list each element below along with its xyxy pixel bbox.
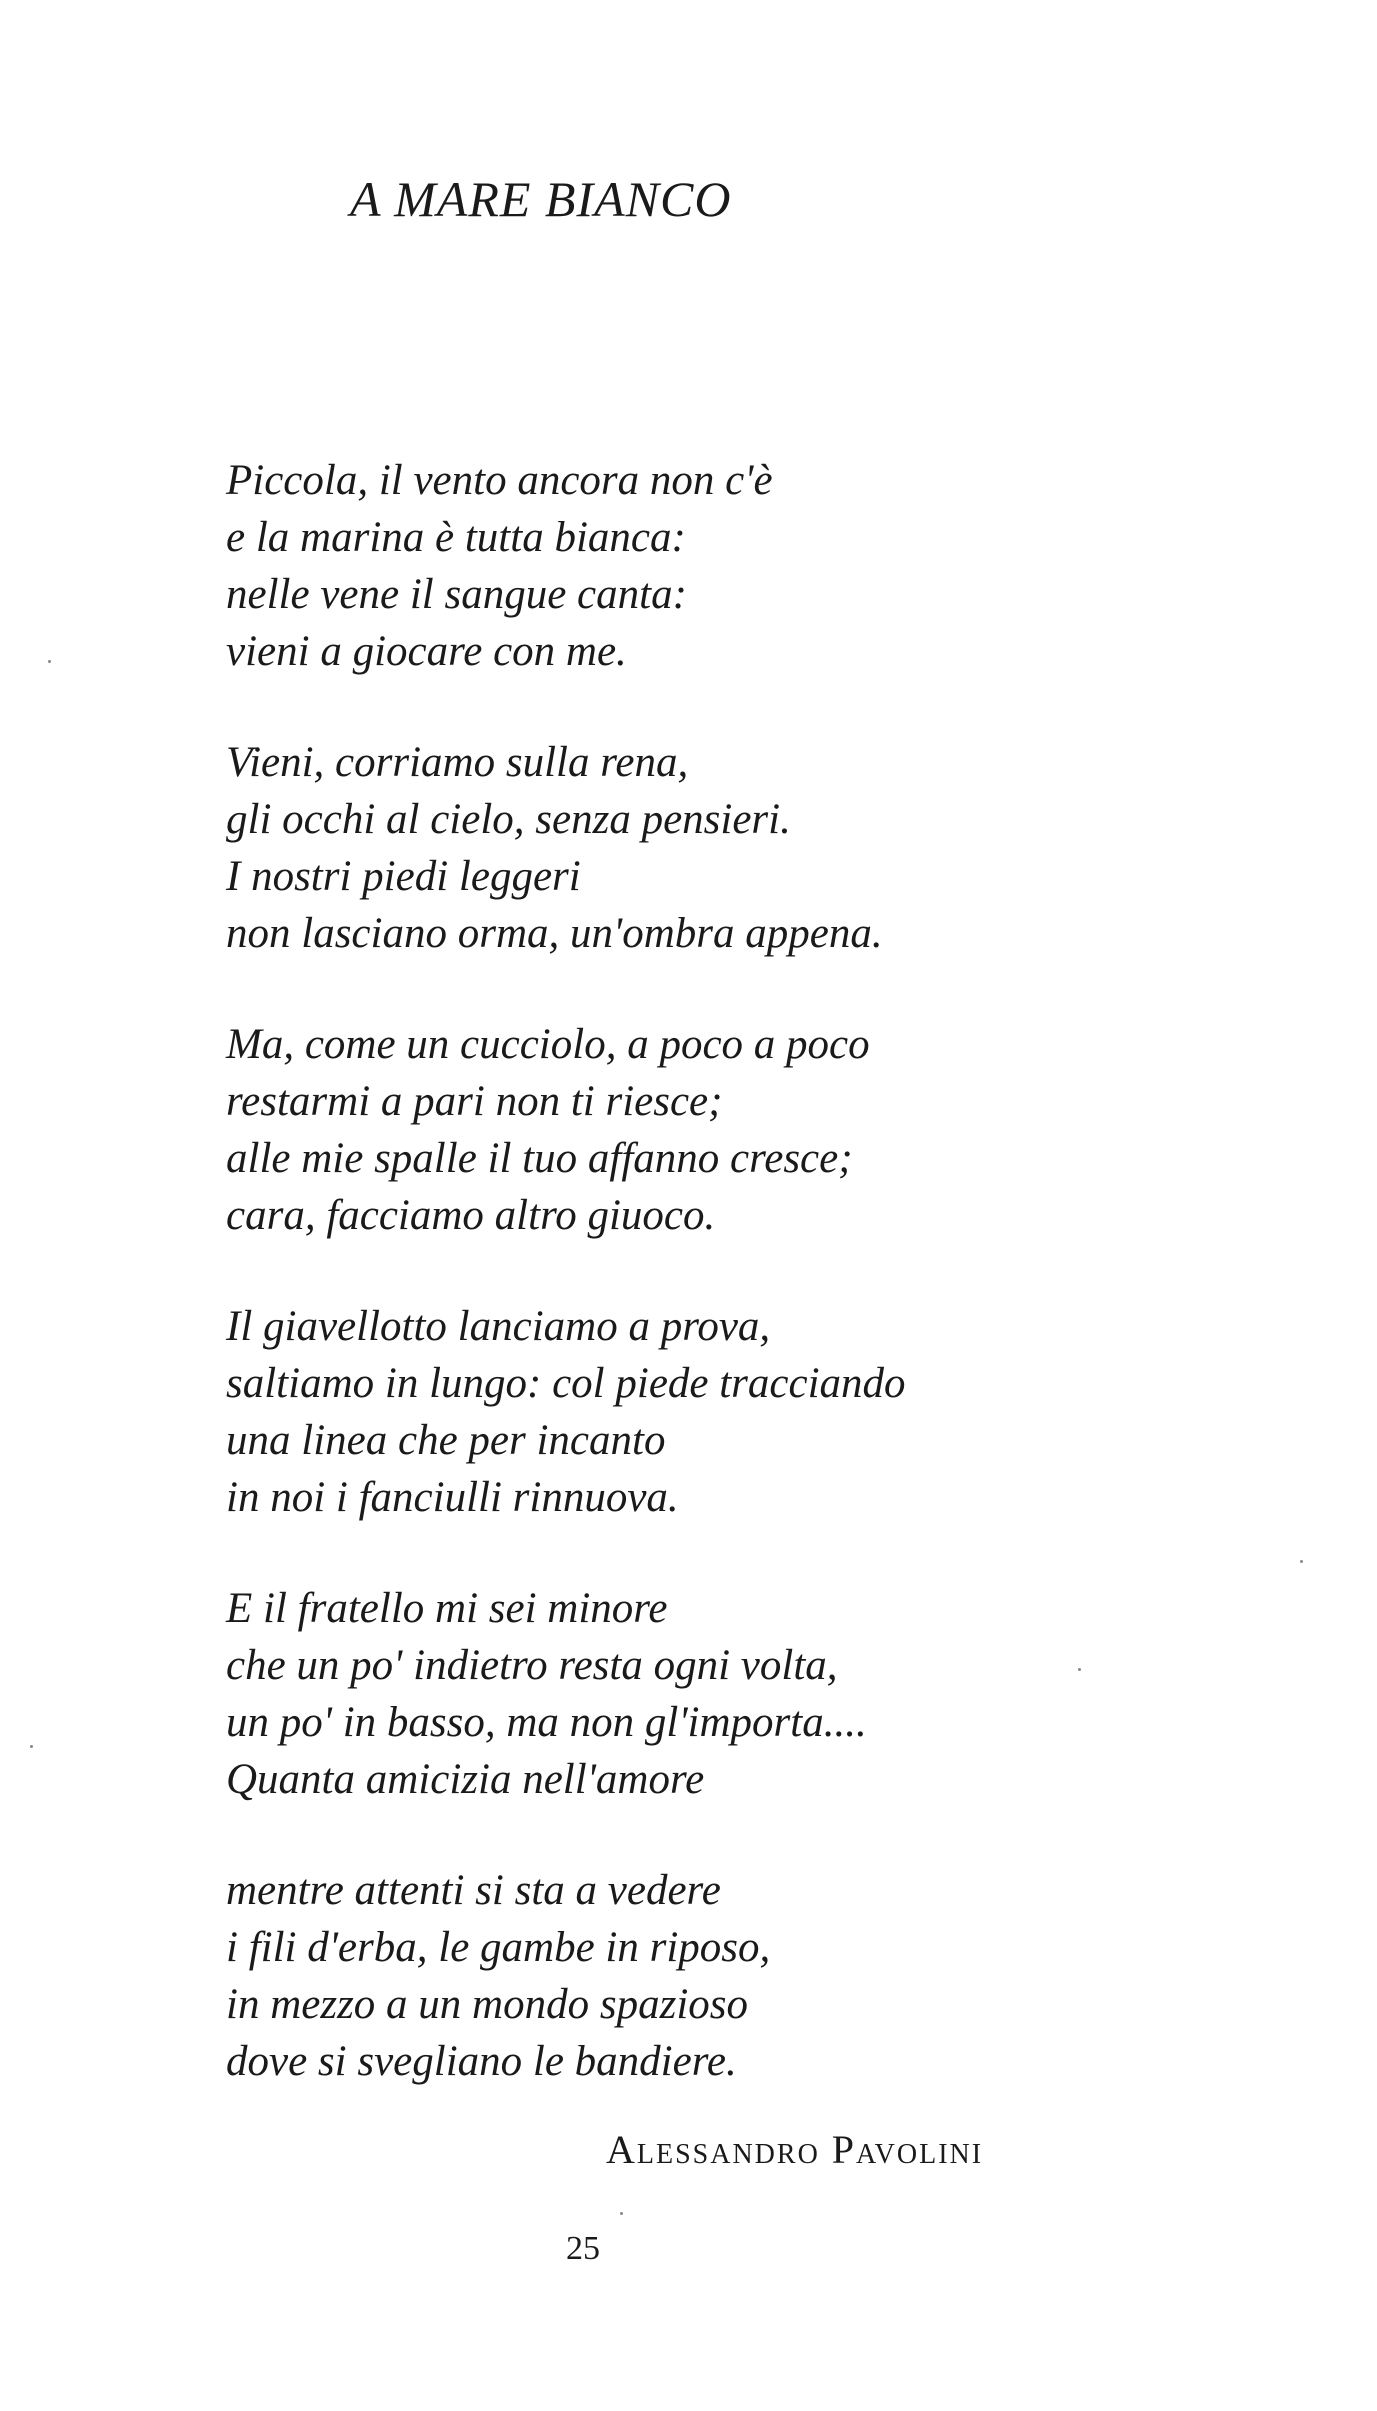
poem-line: nelle vene il sangue canta: [226,571,687,618]
stanza [226,1298,1226,1526]
poem-line: saltiamo in lungo: col piede tracciando [226,1360,906,1407]
poem-line: cara, facciamo altro giuoco. [226,1192,716,1239]
poem-line: alle mie spalle il tuo affanno cresce; [226,1135,853,1182]
poem-line: una linea che per incanto [226,1417,666,1464]
author-signature: Alessandro Pavolini [606,2127,984,2172]
poem-body [226,452,1226,2144]
poem-line: I nostri piedi leggeri [226,853,581,900]
poem-line: dove si svegliano le bandiere. [226,2038,737,2085]
scan-speck [620,2212,623,2215]
poem-line: Vieni, corriamo sulla rena, [226,739,689,786]
scan-speck [48,660,51,663]
stanza [226,734,1226,962]
poem-line: Il giavellotto lanciamo a prova, [226,1303,771,1350]
poem-line: mentre attenti si sta a vedere [226,1867,721,1914]
page-number: 25 [566,2230,600,2267]
stanza [226,1580,1226,1808]
scan-speck [1300,1560,1303,1563]
poem-line: E il fratello mi sei minore [226,1585,668,1632]
poem-line: vieni a giocare con me. [226,628,627,675]
poem-line: restarmi a pari non ti riesce; [226,1078,723,1125]
poem-line: in mezzo a un mondo spazioso [226,1981,749,2028]
stanza [226,1016,1226,1244]
poem-line: Quanta amicizia nell'amore [226,1756,705,1803]
poem-line: in noi i fanciulli rinnuova. [226,1474,679,1521]
poem-line: e la marina è tutta bianca: [226,514,686,561]
poem-line: non lasciano orma, un'ombra appena. [226,910,883,957]
poem-line: gli occhi al cielo, senza pensieri. [226,796,791,843]
poem-title: A MARE BIANCO [350,171,732,227]
poem-line: Piccola, il vento ancora non c'è [226,457,773,504]
stanza [226,1862,1226,2090]
poem-line: Ma, come un cucciolo, a poco a poco [226,1021,870,1068]
poem-line: i fili d'erba, le gambe in riposo, [226,1924,771,1971]
poem-line: un po' in basso, ma non gl'importa.... [226,1699,867,1746]
scan-speck [1078,1668,1081,1671]
poem-line: che un po' indietro resta ogni volta, [226,1642,838,1689]
stanza [226,452,1226,680]
scan-speck [30,1745,33,1748]
